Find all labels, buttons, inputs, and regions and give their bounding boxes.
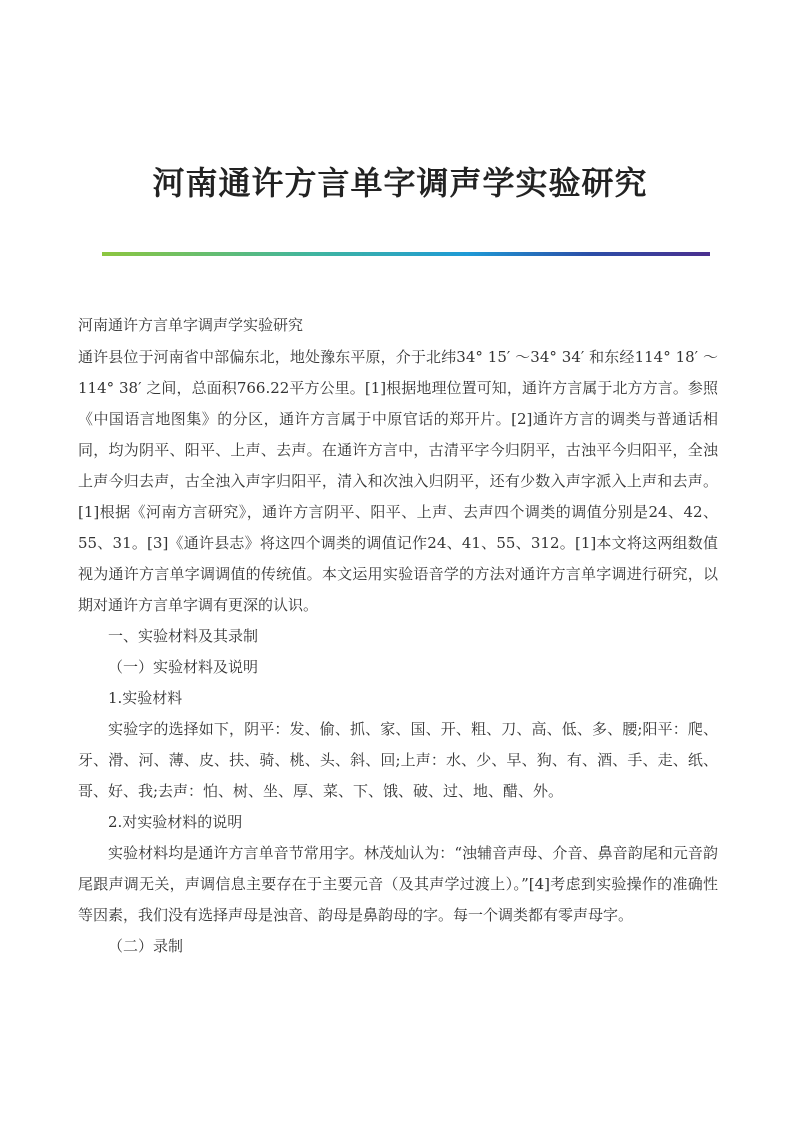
title-divider bbox=[102, 252, 710, 256]
subsection-heading: （一）实验材料及说明 bbox=[108, 658, 259, 676]
intro-paragraph: 通许县位于河南省中部偏东北，地处豫东平原，介于北纬34° 15′ ～34° 34′ 和东经114° 18′ ～114° 38′ 之间，总面积766.22平方公里。[1]根据地理位置可知，通许方言属于北方方言。参照《中国语言地图集》的分区，通许方言属于中原官话的郑开片。[2]通许方言的调类与普通话相同，均为阴平、阳平、上声、去声。在通许方言中，古清平字今归阴平，古浊平今归阳平，全浊上声今归去声，古全浊入声字归阳平，清入和次浊入归阴平，还有少数入声字派入上声和去声。[1]根据《河南方言研究》，通许方言阴平、阳平、上声、去声四个调类的调值分别是24、42、55、31。[3]《通许县志》将这四个调类的调值记作24、41、55、312。[1]本文将这两组数值视为通许方言单字调调值的传统值。本文运用实验语音学的方法对通许方言单字调进行研究，以期对通许方言单字调有更深的认识。 bbox=[78, 348, 718, 614]
item-heading: 2.对实验材料的说明 bbox=[108, 813, 243, 831]
item-paragraph: 实验字的选择如下，阴平：发、偷、抓、家、国、开、粗、刀、高、低、多、腰;阳平：爬、牙、滑、河、薄、皮、扶、骑、桃、头、斜、回;上声：水、少、早、狗、有、酒、手、走、纸、哥、好、我;去声：怕、树、坐、厚、菜、下、饿、破、过、地、醋、外。 bbox=[78, 720, 718, 800]
item-paragraph: 实验材料均是通许方言单音节常用字。林茂灿认为：“浊辅音声母、介音、鼻音韵尾和元音韵尾跟声调无关，声调信息主要存在于主要元音（及其声学过渡上）。”[4]考虑到实验操作的准确性等因素，我们没有选择声母是浊音、韵母是鼻韵母的字。每一个调类都有零声母字。 bbox=[78, 844, 718, 924]
document-body bbox=[78, 310, 718, 962]
section-heading: 一、实验材料及其录制 bbox=[108, 627, 259, 645]
subsection-heading: （二）录制 bbox=[108, 937, 184, 955]
article-subtitle: 河南通许方言单字调声学实验研究 bbox=[78, 316, 304, 334]
item-heading: 1.实验材料 bbox=[108, 689, 183, 707]
page-title: 河南通许方言单字调声学实验研究 bbox=[152, 164, 648, 202]
